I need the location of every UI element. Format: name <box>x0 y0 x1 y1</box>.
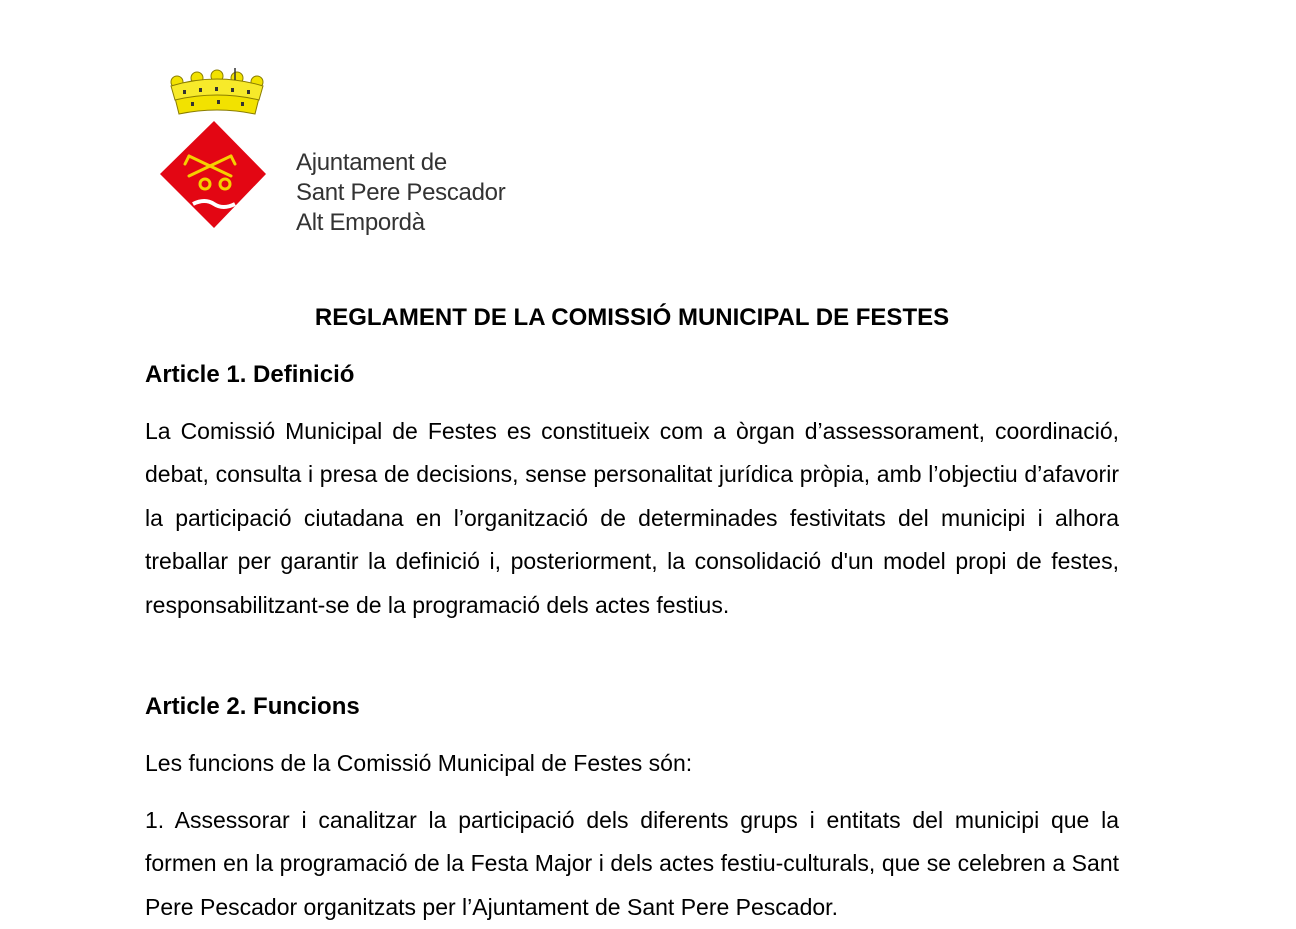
organization-name <box>296 148 505 238</box>
org-line: Sant Pere Pescador <box>296 179 506 206</box>
shield-icon <box>160 121 266 228</box>
article-2-heading: Article 2. Funcions <box>145 693 360 720</box>
article-1-text: La Comissió Municipal de Festes es constitueix com a òrgan d’assessorament, coordinació, debat, consulta i presa de decisions, sense personalitat jurídica pròpia, amb l’objectiu d’afavorir la participació ciutadana en l’organització de determinades festivitats del municipi i alhora treballar per garantir la definició i, posteriorment, la consolidació d'un model propi de festes, responsabilitzant-se de la programació dels actes festius. <box>145 418 1119 618</box>
coat-of-arms-icon <box>155 66 280 236</box>
org-line: Alt Empordà <box>296 209 425 236</box>
article-2-item-1: 1. Assessorar i canalitzar la participació dels diferents grups i entitats del municipi que la formen en la programació de la Festa Major i dels actes festiu-culturals, que se celebren a Sant Pere Pescador organitzats per l’Ajuntament de Sant Pere Pescador. <box>145 807 1119 920</box>
article-1-heading: Article 1. Definició <box>145 361 355 388</box>
crown-icon <box>171 68 263 114</box>
document-title: REGLAMENT DE LA COMISSIÓ MUNICIPAL DE FESTES <box>314 304 950 331</box>
org-line: Ajuntament de <box>296 149 447 176</box>
article-2-intro: Les funcions de la Comissió Municipal de Festes són: <box>145 750 693 776</box>
